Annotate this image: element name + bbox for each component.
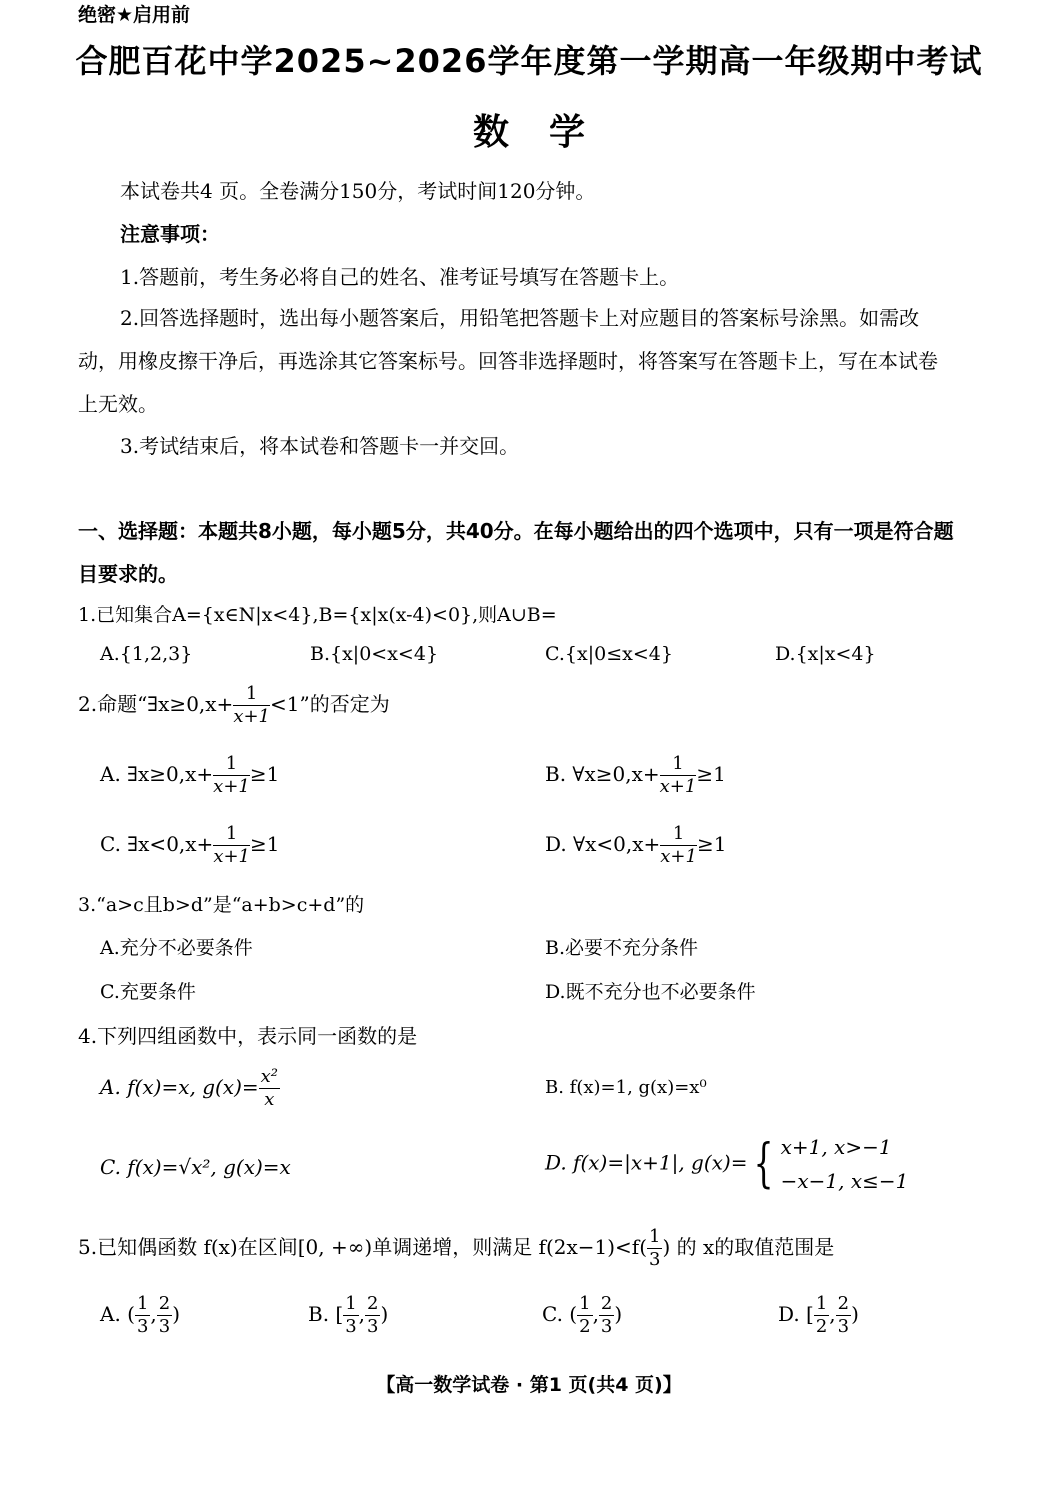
notice-item-2-line-2: 动，用橡皮擦干净后，再选涂其它答案标号。回答非选择题时，将答案写在答题卡上，写在本试卷 (78, 349, 938, 373)
q4-option-a: A. f(x)=x, g(x)= $\frac{\text{x²}}{x}$ (100, 1066, 279, 1110)
page-footer: 【高一数学试卷 · 第1 页(共4 页)】 (376, 1374, 682, 1396)
subject-title: 数学 (472, 112, 625, 153)
notice-item-1: 1.答题前，考生务必将自己的姓名、准考证号填写在答题卡上。 (120, 265, 680, 289)
q2-stem: 2.命题“∃x≥0,x+ $\frac{1}{x+1}$ <1”的否定为 (78, 683, 390, 727)
q4-option-d: D. f(x)=|x+1|, g(x)= { x+1, x>−1 −x−1, x≤−1 (545, 1134, 909, 1194)
notice-item-3: 3.考试结束后，将本试卷和答题卡一并交回。 (120, 434, 520, 458)
q1-option-a: A.{1,2,3} (100, 643, 193, 665)
q3-option-d: D.既不充分也不必要条件 (545, 981, 756, 1003)
q3-option-a: A.充分不必要条件 (100, 937, 253, 959)
confidential-label: 绝密★启用前 (78, 4, 191, 26)
intro-text: 本试卷共4 页。全卷满分150分，考试时间120分钟。 (120, 179, 596, 203)
notice-heading: 注意事项： (120, 222, 220, 246)
q3-option-b: B.必要不充分条件 (545, 937, 699, 959)
notice-item-2-line-3: 上无效。 (78, 392, 158, 416)
q5-option-a: A. ( $\frac{1}{3}$ , $\frac{2}{3}$ ) (100, 1293, 181, 1337)
q2-option-c: C. ∃x<0,x+ $\frac{1}{x+1}$ ≥1 (100, 823, 280, 867)
piecewise-brace: { (754, 1134, 774, 1194)
q5-option-b: B. [ $\frac{1}{3}$ , $\frac{2}{3}$ ) (308, 1293, 389, 1337)
q3-stem: 3.“a>c且b>d”是“a+b>c+d”的 (78, 894, 365, 916)
q1-stem: 1.已知集合A={x∈N|x<4},B={x|x(x-4)<0},则A∪B= (78, 604, 557, 626)
q3-option-c: C.充要条件 (100, 981, 196, 1003)
q2-option-a: A. ∃x≥0,x+ $\frac{1}{x+1}$ ≥1 (100, 753, 280, 797)
q5-stem: 5.已知偶函数 f(x)在区间[0, +∞)单调递增，则满足 f(2x−1)<f( $\frac{1}{3}$ ) 的 x的取值范围是 (78, 1226, 835, 1270)
q1-option-c: C.{x|0≤x<4} (545, 643, 673, 665)
q2-option-b: B. ∀x≥0,x+ $\frac{1}{x+1}$ ≥1 (545, 753, 726, 797)
q5-option-d: D. [ $\frac{1}{2}$ , $\frac{2}{3}$ ) (778, 1293, 859, 1337)
notice-item-2-line-1: 2.回答选择题时，选出每小题答案后，用铅笔把答题卡上对应题目的答案标号涂黑。如需改 (120, 306, 920, 330)
q4-stem: 4.下列四组函数中，表示同一函数的是 (78, 1024, 418, 1048)
q5-option-c: C. ( $\frac{1}{2}$ , $\frac{2}{3}$ ) (542, 1293, 623, 1337)
q1-option-d: D.{x|x<4} (775, 643, 876, 665)
q1-option-b: B.{x|0<x<4} (310, 643, 439, 665)
section-1-heading: 一、选择题：本题共8小题，每小题5分，共40分。在每小题给出的四个选项中，只有一项是符合题 (78, 519, 954, 543)
q4-option-c: C. f(x)=√x², g(x)=x (100, 1155, 291, 1179)
section-1-heading-cont: 目要求的。 (78, 562, 178, 586)
q2-fraction: $\frac{1}{x+1}$ (233, 683, 270, 727)
q4-option-b: B. f(x)=1, g(x)=x⁰ (545, 1077, 707, 1098)
exam-title: 合肥百花中学2025~2026学年度第一学期高一年级期中考试 (75, 42, 983, 80)
q2-option-d: D. ∀x<0,x+ $\frac{1}{x+1}$ ≥1 (545, 823, 727, 867)
